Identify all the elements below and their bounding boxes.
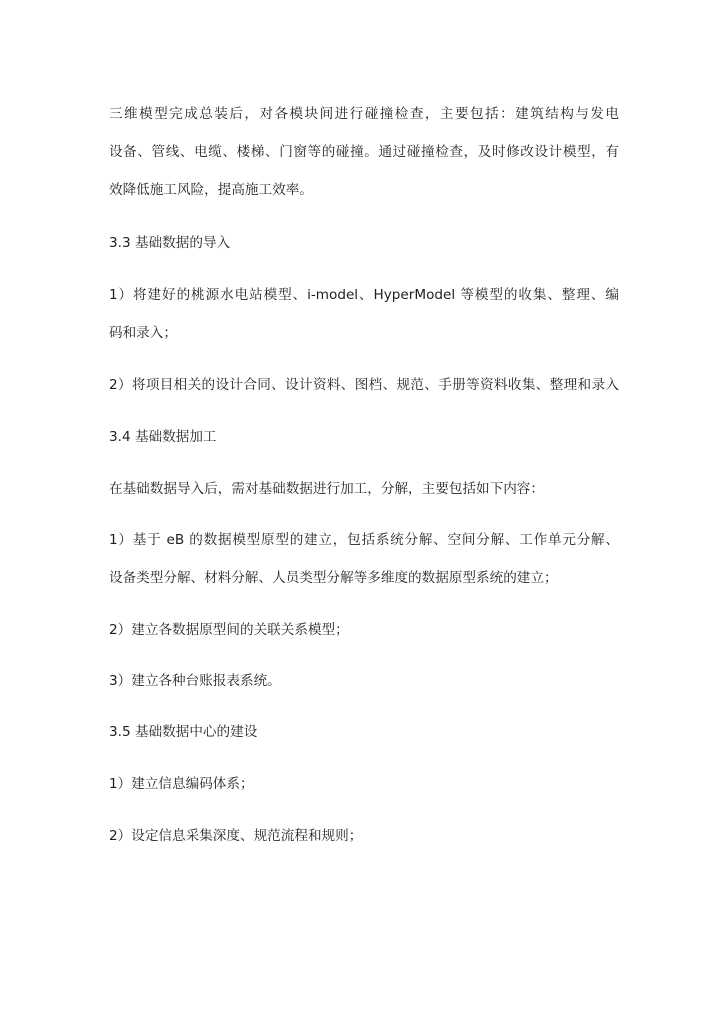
list-item-line: 1）建立信息编码体系； [109, 776, 254, 792]
list-item-line: 2）将项目相关的设计合同、设计资料、图档、规范、手册等资料收集、整理和录入 [109, 377, 619, 393]
list-item-line: 3）建立各种台账报表系统。 [109, 673, 281, 689]
list-item-line: 2）设定信息采集深度、规范流程和规则； [109, 828, 363, 844]
section-heading-3-5: 3.5 基础数据中心的建设 [109, 724, 258, 740]
paragraph-line: 效降低施工风险，提高施工效率。 [109, 182, 313, 198]
list-item-line: 1）将建好的桃源水电站模型、i-model、HyperModel 等模型的收集、整理、编 [109, 287, 619, 303]
section-heading-3-4: 3.4 基础数据加工 [109, 429, 217, 445]
paragraph-line: 在基础数据导入后，需对基础数据进行加工，分解，主要包括如下内容： [109, 481, 544, 497]
list-item-line: 2）建立各数据原型间的关联关系模型； [109, 622, 349, 638]
list-item-line: 设备类型分解、材料分解、人员类型分解等多维度的数据原型系统的建立； [109, 570, 558, 586]
list-item-line: 码和录入； [109, 325, 177, 341]
paragraph-line: 设备、管线、电缆、楼梯、门窗等的碰撞。通过碰撞检查，及时修改设计模型，有 [109, 144, 619, 160]
paragraph-line: 三维模型完成总装后，对各模块间进行碰撞检查，主要包括：建筑结构与发电 [109, 106, 619, 122]
list-item-line: 1）基于 eB 的数据模型原型的建立，包括系统分解、空间分解、工作单元分解、 [109, 532, 619, 548]
section-heading-3-3: 3.3 基础数据的导入 [109, 235, 231, 251]
